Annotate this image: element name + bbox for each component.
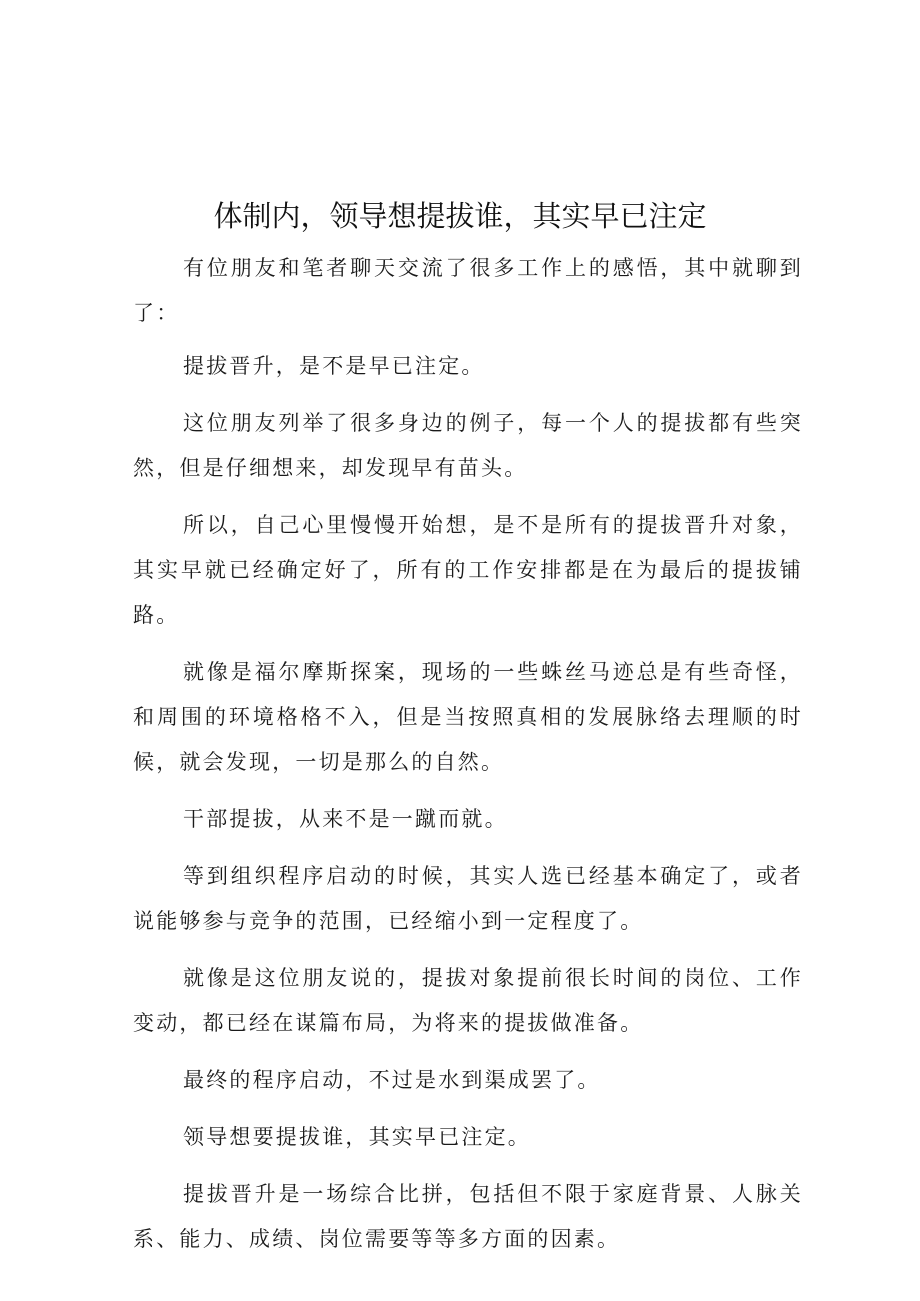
paragraph: 最终的程序启动，不过是水到渠成罢了。	[183, 1068, 601, 1092]
paragraph: 等到组织程序启动的时候，其实人选已经基本确定了，或者说能够参与竞争的范围，已经缩小到一定程度了。	[133, 864, 803, 933]
paragraph: 这位朋友列举了很多身边的例子，每一个人的提拔都有些突然，但是仔细想来，却发现早有苗头。	[133, 411, 803, 480]
paragraph: 干部提拔，从来不是一蹴而就。	[183, 807, 508, 831]
article-title: 体制内，领导想提拔谁，其实早已注定	[213, 199, 707, 233]
paragraph: 领导想要提拔谁，其实早已注定。	[183, 1125, 531, 1149]
paragraph: 所以，自己心里慢慢开始想，是不是所有的提拔晋升对象，其实早就已经确定好了，所有的工作安排都是在为最后的提拔铺路。	[133, 513, 803, 627]
paragraph: 提拔晋升，是不是早已注定。	[183, 354, 485, 378]
paragraph: 有位朋友和笔者聊天交流了很多工作上的感悟，其中就聊到了：	[133, 256, 803, 325]
article-body	[133, 246, 803, 1262]
paragraph: 提拔晋升是一场综合比拼，包括但不限于家庭背景、人脉关系、能力、成绩、岗位需要等等多方面的因素。	[133, 1182, 803, 1251]
paragraph: 就像是这位朋友说的，提拔对象提前很长时间的岗位、工作变动，都已经在谋篇布局，为将来的提拔做准备。	[133, 966, 803, 1035]
paragraph: 就像是福尔摩斯探案，现场的一些蛛丝马迹总是有些奇怪，和周围的环境格格不入，但是当按照真相的发展脉络去理顺的时候，就会发现，一切是那么的自然。	[133, 660, 803, 774]
